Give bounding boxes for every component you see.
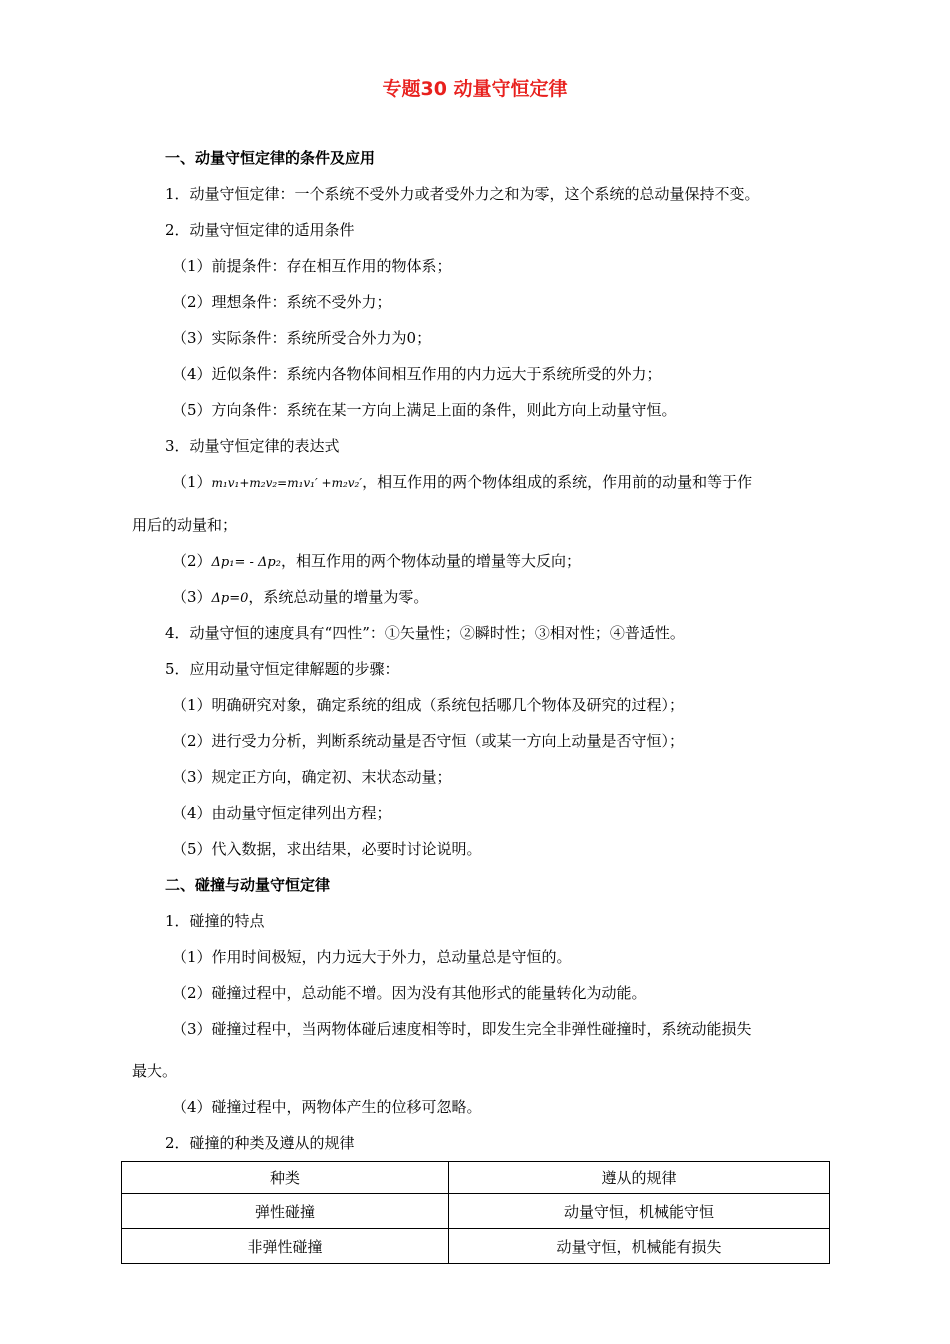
equation-line-1 xyxy=(172,472,752,493)
list-item: （4）碰撞过程中，两物体产生的位移可忽略。 xyxy=(172,1098,482,1116)
table-header-row xyxy=(122,1162,830,1194)
equation-text: ，系统总动量的增量为零。 xyxy=(248,588,429,606)
table-cell: 动量守恒，机械能有损失 xyxy=(449,1229,830,1264)
paragraph: 2．动量守恒定律的适用条件 xyxy=(165,221,355,239)
list-item: （5）方向条件：系统在某一方向上满足上面的条件，则此方向上动量守恒。 xyxy=(172,401,677,419)
paragraph: 1．动量守恒定律：一个系统不受外力或者受外力之和为零，这个系统的总动量保持不变。 xyxy=(165,185,760,203)
list-item: （1）前提条件：存在相互作用的物体系； xyxy=(172,257,452,275)
list-marker: （1） xyxy=(172,473,212,491)
list-item: （2）碰撞过程中，总动能不增。因为没有其他形式的能量转化为动能。 xyxy=(172,984,647,1002)
paragraph: 3．动量守恒定律的表达式 xyxy=(165,437,340,455)
list-item: （2）进行受力分析，判断系统动量是否守恒（或某一方向上动量是否守恒）； xyxy=(172,732,685,750)
equation-text: ，相互作用的两个物体组成的系统，作用前的动量和等于作 xyxy=(362,473,753,491)
table-cell: 非弹性碰撞 xyxy=(122,1229,449,1264)
list-item: （5）代入数据，求出结果，必要时讨论说明。 xyxy=(172,840,482,858)
list-item: （1）作用时间极短，内力远大于外力，总动量总是守恒的。 xyxy=(172,948,572,966)
list-item: （3）规定正方向，确定初、末状态动量； xyxy=(172,768,452,786)
paragraph: 用后的动量和； xyxy=(132,516,238,534)
table-cell: 动量守恒，机械能守恒 xyxy=(449,1194,830,1229)
table-header-cell: 种类 xyxy=(122,1162,449,1194)
formula: m₁v₁+m₂v₂=m₁v₁′ +m₂v₂′ xyxy=(211,476,363,490)
paragraph: 最大。 xyxy=(132,1062,178,1080)
paragraph: 4．动量守恒的速度具有“四性”：①矢量性；②瞬时性；③相对性；④普适性。 xyxy=(165,624,685,642)
paragraph: 1．碰撞的特点 xyxy=(165,912,265,930)
list-item: （3）碰撞过程中，当两物体碰后速度相等时，即发生完全非弹性碰撞时，系统动能损失 xyxy=(172,1020,752,1038)
equation-line-2 xyxy=(172,551,581,573)
table-header-cell: 遵从的规律 xyxy=(449,1162,830,1194)
table-cell: 弹性碰撞 xyxy=(122,1194,449,1229)
section-heading-2: 二、碰撞与动量守恒定律 xyxy=(165,876,331,894)
collision-types-table xyxy=(121,1161,830,1264)
list-item: （3）实际条件：系统所受合外力为0； xyxy=(172,329,432,347)
formula: Δp=0 xyxy=(211,591,249,606)
list-marker: （2） xyxy=(172,552,212,570)
list-item: （1）明确研究对象，确定系统的组成（系统包括哪几个物体及研究的过程）； xyxy=(172,696,685,714)
table-row xyxy=(122,1194,830,1229)
section-heading-1: 一、动量守恒定律的条件及应用 xyxy=(165,149,376,167)
list-marker: （3） xyxy=(172,588,212,606)
equation-line-3 xyxy=(172,587,428,609)
formula: Δp₁= - Δp₂ xyxy=(211,555,281,570)
paragraph: 5．应用动量守恒定律解题的步骤： xyxy=(165,660,400,678)
table-row xyxy=(122,1229,830,1264)
paragraph: 2．碰撞的种类及遵从的规律 xyxy=(165,1134,355,1152)
equation-text: ，相互作用的两个物体动量的增量等大反向； xyxy=(280,552,581,570)
list-item: （4）由动量守恒定律列出方程； xyxy=(172,804,392,822)
list-item: （4）近似条件：系统内各物体间相互作用的内力远大于系统所受的外力； xyxy=(172,365,662,383)
page-title: 专题30 动量守恒定律 xyxy=(382,78,568,100)
list-item: （2）理想条件：系统不受外力； xyxy=(172,293,392,311)
